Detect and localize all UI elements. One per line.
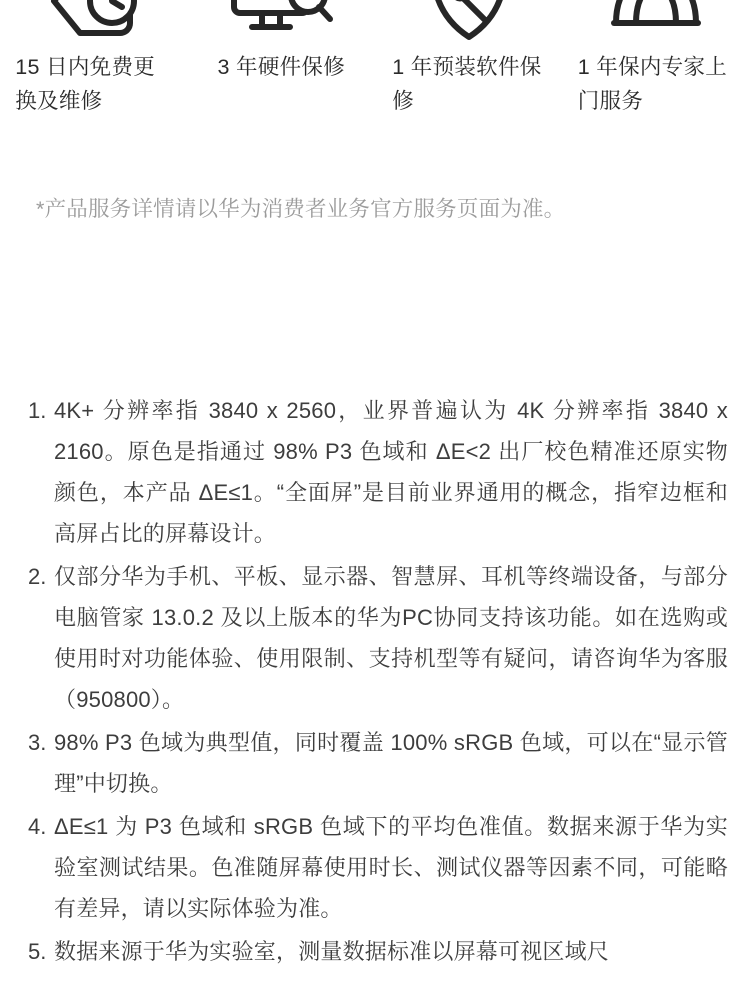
- service-guarantee-row: [0, 0, 750, 118]
- note-number: 3.: [28, 730, 47, 755]
- hardware-monitor-wrench-icon: [226, 0, 336, 36]
- service-item-label: 3 年硬件保修: [217, 55, 346, 79]
- service-item-software-warranty: [381, 0, 557, 118]
- list-item: [28, 806, 728, 929]
- note-text: 仅部分华为手机、平板、显示器、智慧屏、耳机等终端设备，与部分电脑管家 13.0.2 及以上版本的华为PC协同支持该功能。如在选购或使用时对功能体验、使用限制、支持机型等有疑问，请咨询华为客服（950800）。: [54, 564, 728, 712]
- disclaimer-notes-list: [28, 390, 728, 974]
- list-item: [28, 931, 728, 972]
- note-number: 1.: [28, 398, 47, 423]
- service-item-hardware-warranty: [193, 0, 369, 84]
- warranty-clock-tag-icon: [46, 0, 142, 36]
- list-item: [28, 722, 728, 804]
- service-item-onsite-expert: [568, 0, 744, 118]
- service-item-label: 1 年保内专家上门服务: [577, 55, 728, 113]
- service-item-replacement: [6, 0, 182, 118]
- service-item-label: 1 年预装软件保修: [392, 55, 542, 113]
- onsite-service-umbrella-icon: [606, 0, 706, 36]
- service-item-label: 15 日内免费更换及维修: [15, 55, 156, 113]
- note-text: ΔE≤1 为 P3 色域和 sRGB 色域下的平均色准值。数据来源于华为实验室测试结果。色准随屏幕使用时长、测试仪器等因素不同，可能略有差异，请以实际体验为准。: [54, 814, 728, 921]
- software-shield-tag-icon: [426, 0, 512, 36]
- note-text: 4K+ 分辨率指 3840 x 2560，业界普遍认为 4K 分辨率指 3840 x 2160。原色是指通过 98% P3 色域和 ΔE<2 出厂校色精准还原实物颜色，本产品 ΔE≤1。“全面屏”是目前业界通用的概念，指窄边框和高屏占比的屏幕设计。: [54, 398, 728, 546]
- note-number: 5.: [28, 939, 47, 964]
- service-footnote: *产品服务详情请以华为消费者业务官方服务页面为准。: [36, 197, 566, 221]
- note-text: 数据来源于华为实验室，测量数据标准以屏幕可视区域尺: [54, 939, 610, 964]
- list-item: [28, 390, 728, 554]
- note-number: 4.: [28, 814, 47, 839]
- note-text: 98% P3 色域为典型值，同时覆盖 100% sRGB 色域，可以在“显示管理”中切换。: [54, 730, 728, 796]
- list-item: [28, 556, 728, 720]
- note-number: 2.: [28, 564, 47, 589]
